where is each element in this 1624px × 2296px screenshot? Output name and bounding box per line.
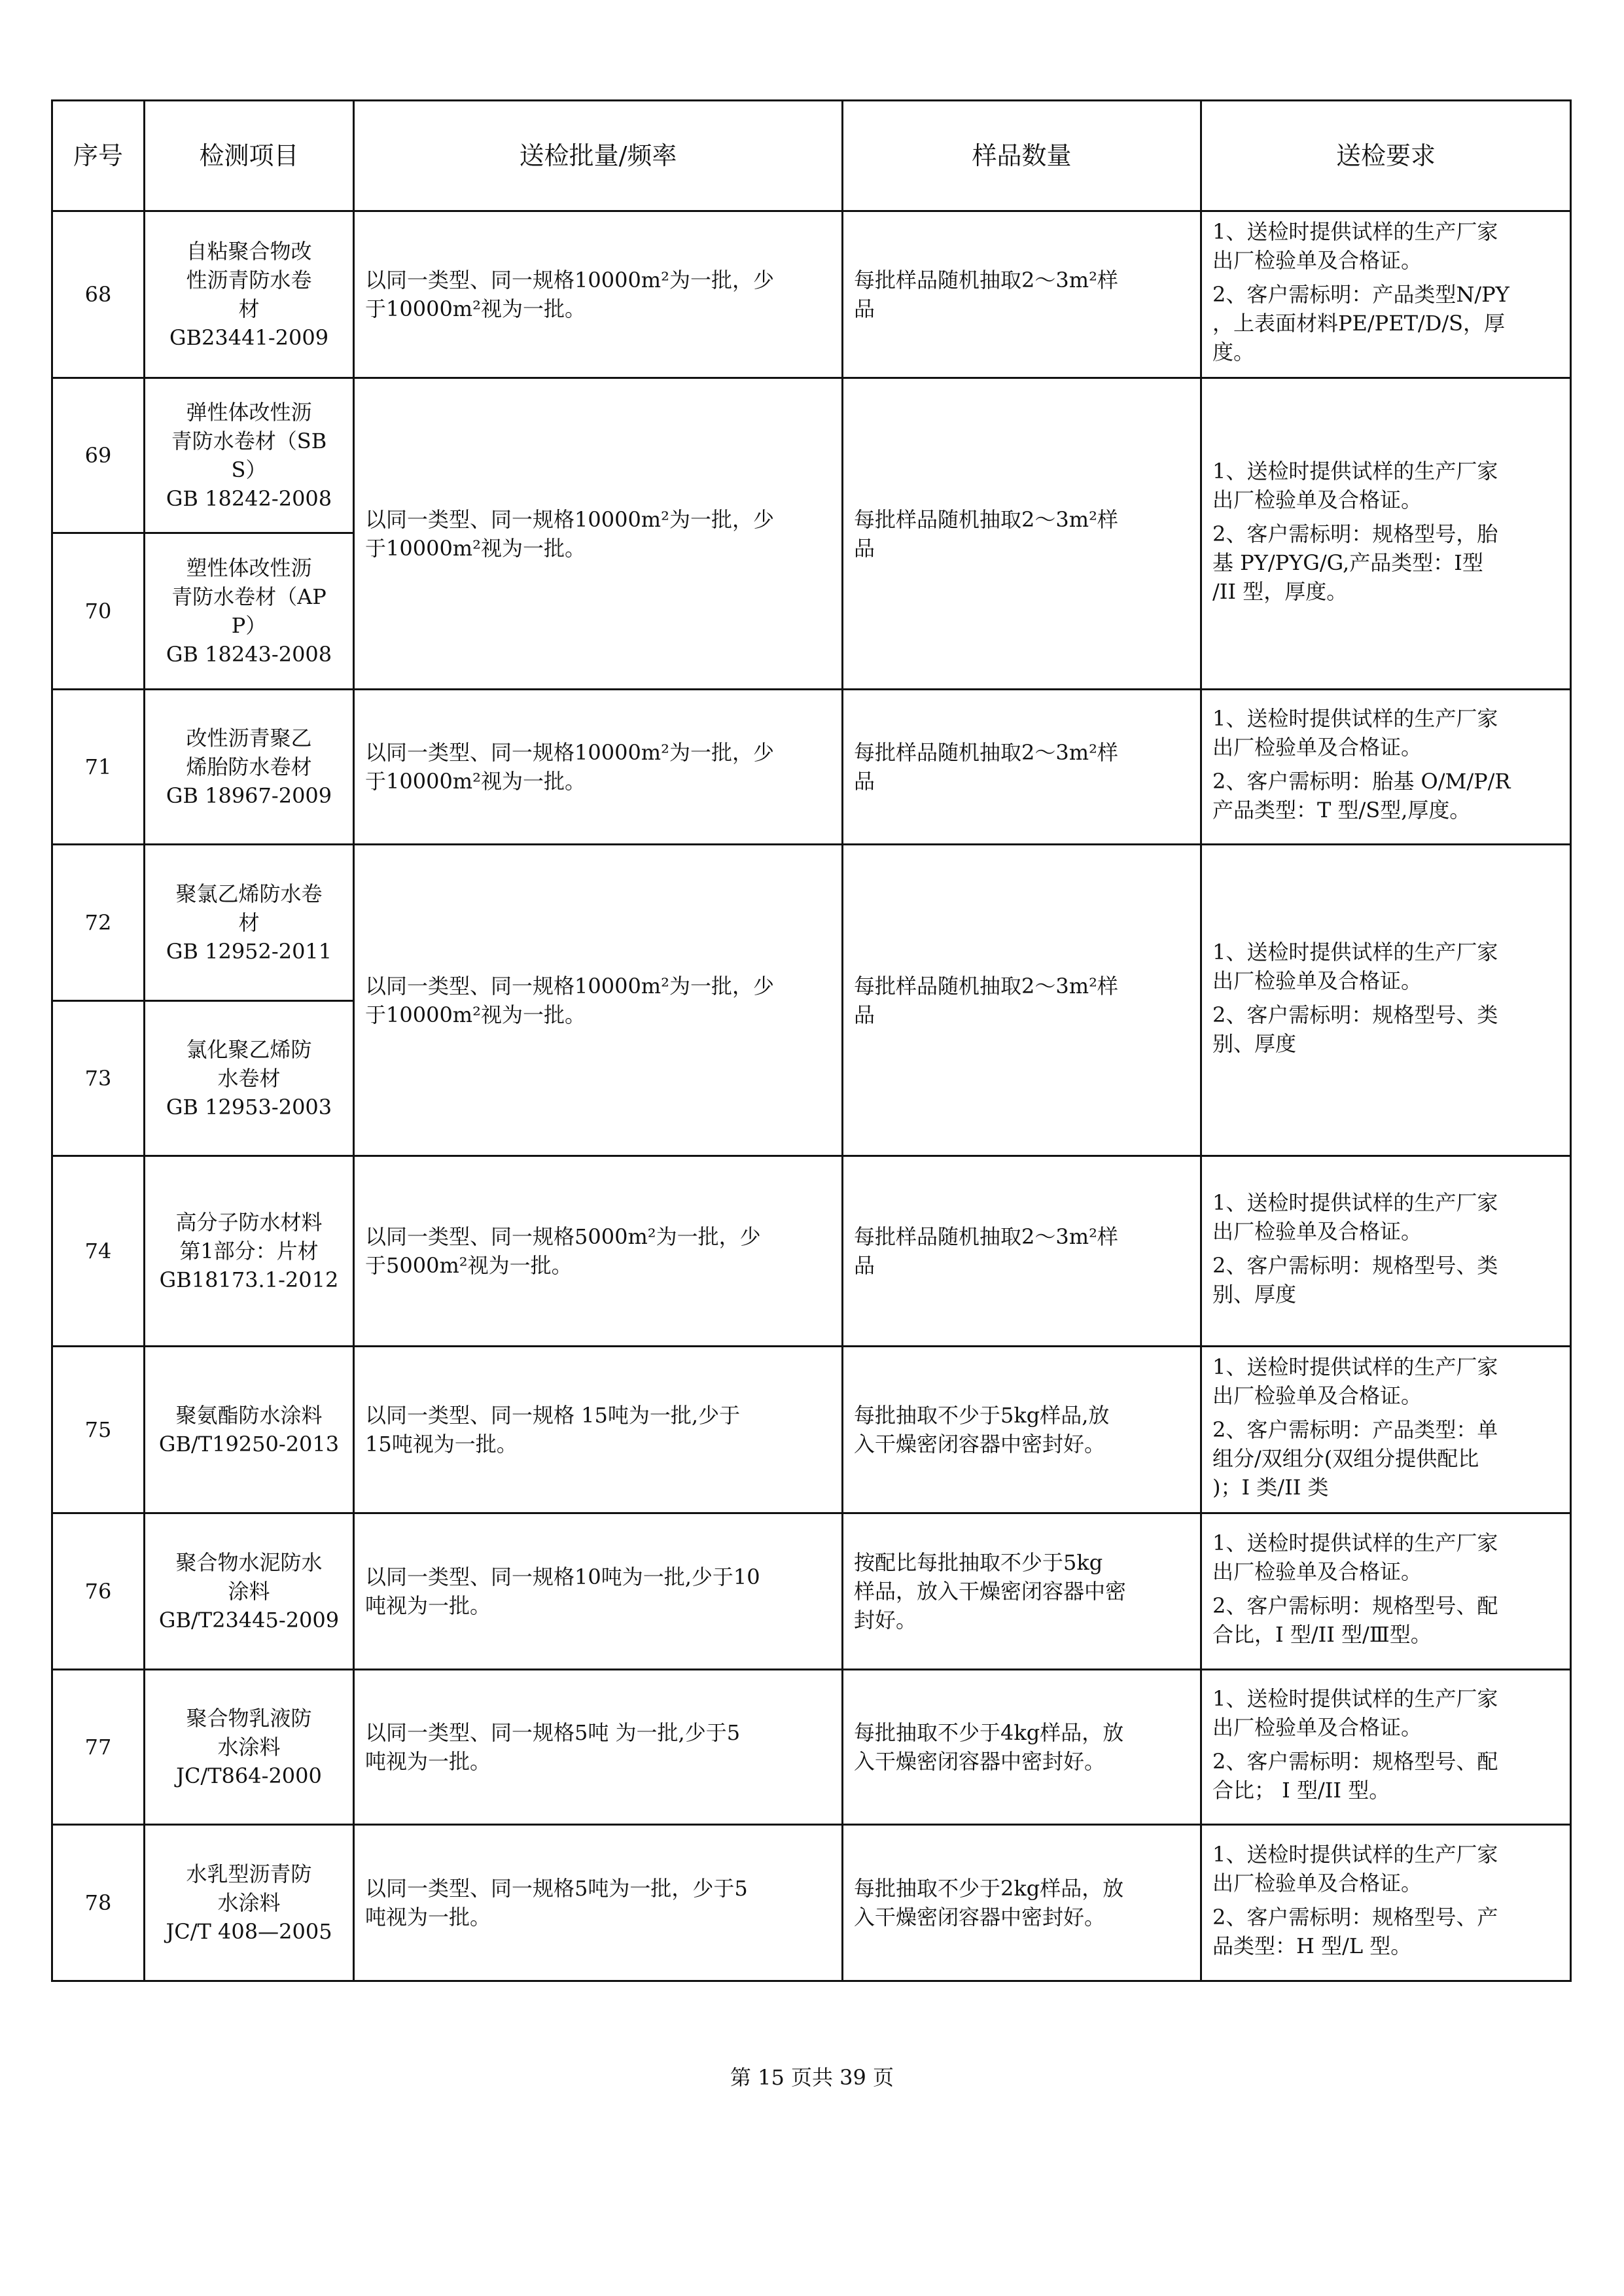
requirement-cell [1201,1156,1571,1347]
item-name: 聚氯乙烯防水卷 材 GB 12952-2011 [145,845,354,1001]
table-row [52,211,1571,378]
requirement-line: 2、客户需标明：规格型号、配 合比； I 型/II 型。 [1212,1749,1498,1803]
item-name: 弹性体改性沥 青防水卷材（SB S） GB 18242-2008 [145,378,354,533]
table-row [52,378,1571,533]
table-row [52,690,1571,845]
requirement-line: 2、客户需标明：规格型号、配 合比，I 型/II 型/Ⅲ型。 [1212,1593,1498,1647]
requirement-line: 1、送检时提供试样的生产厂家 出厂检验单及合格证。 [1212,458,1498,512]
header-no: 序号 [52,101,145,211]
row-number: 74 [52,1156,145,1347]
table-row [52,1825,1571,1981]
requirement-line: 1、送检时提供试样的生产厂家 出厂检验单及合格证。 [1212,1686,1498,1740]
table-row [52,1670,1571,1825]
item-name: 高分子防水材料 第1部分：片材 GB18173.1-2012 [145,1156,354,1347]
table-row [52,1513,1571,1670]
sample-quantity: 每批样品随机抽取2～3m²样 品 [843,690,1201,845]
header-item: 检测项目 [145,101,354,211]
item-name: 聚氨酯防水涂料 GB/T19250-2013 [145,1347,354,1513]
row-number: 68 [52,211,145,378]
row-number: 78 [52,1825,145,1981]
page-footer: 第 15 页共 39 页 [730,2065,894,2090]
sample-quantity: 每批抽取不少于4kg样品，放 入干燥密闭容器中密封好。 [843,1670,1201,1825]
sample-quantity: 每批抽取不少于2kg样品，放 入干燥密闭容器中密封好。 [843,1825,1201,1981]
header-batch: 送检批量/频率 [354,101,843,211]
table-row [52,1156,1571,1347]
row-number: 76 [52,1513,145,1670]
row-number: 69 [52,378,145,533]
requirement-line: 1、送检时提供试样的生产厂家 出厂检验单及合格证。 [1212,219,1498,273]
batch-frequency: 以同一类型、同一规格10000m²为一批，少 于10000m²视为一批。 [354,211,843,378]
row-number: 70 [52,533,145,690]
requirement-cell [1201,378,1571,690]
requirement-line: 2、客户需标明：规格型号、类 别、厚度 [1212,1002,1498,1056]
batch-frequency: 以同一类型、同一规格 15吨为一批,少于 15吨视为一批。 [354,1347,843,1513]
batch-frequency: 以同一类型、同一规格10吨为一批,少于10 吨视为一批。 [354,1513,843,1670]
table-header-row [52,101,1571,211]
row-number: 75 [52,1347,145,1513]
table-row [52,845,1571,1001]
requirement-line: 1、送检时提供试样的生产厂家 出厂检验单及合格证。 [1212,1842,1498,1896]
requirement-line: 2、客户需标明：产品类型：单 组分/双组分(双组分提供配比 )；I 类/II 类 [1212,1417,1498,1500]
row-number: 72 [52,845,145,1001]
requirement-cell [1201,690,1571,845]
requirement-line: 1、送检时提供试样的生产厂家 出厂检验单及合格证。 [1212,939,1498,993]
requirement-cell [1201,211,1571,378]
item-name: 聚合物乳液防 水涂料 JC/T864-2000 [145,1670,354,1825]
table-row [52,1347,1571,1513]
batch-frequency: 以同一类型、同一规格10000m²为一批，少 于10000m²视为一批。 [354,845,843,1156]
requirement-line: 1、送检时提供试样的生产厂家 出厂检验单及合格证。 [1212,1530,1498,1584]
sample-quantity: 每批样品随机抽取2～3m²样 品 [843,378,1201,690]
requirement-line: 2、客户需标明：胎基 O/M/P/R 产品类型：T 型/S型,厚度。 [1212,769,1511,822]
item-name: 氯化聚乙烯防 水卷材 GB 12953-2003 [145,1001,354,1156]
sample-quantity: 每批样品随机抽取2～3m²样 品 [843,211,1201,378]
requirement-cell [1201,1347,1571,1513]
item-name: 聚合物水泥防水 涂料 GB/T23445-2009 [145,1513,354,1670]
sample-quantity: 每批抽取不少于5kg样品,放 入干燥密闭容器中密封好。 [843,1347,1201,1513]
sample-quantity: 每批样品随机抽取2～3m²样 品 [843,845,1201,1156]
row-number: 73 [52,1001,145,1156]
item-name: 塑性体改性沥 青防水卷材（AP P） GB 18243-2008 [145,533,354,690]
batch-frequency: 以同一类型、同一规格5吨为一批，少于5 吨视为一批。 [354,1825,843,1981]
requirement-cell [1201,1513,1571,1670]
header-requirement: 送检要求 [1201,101,1571,211]
sample-quantity: 每批样品随机抽取2～3m²样 品 [843,1156,1201,1347]
requirement-line: 1、送检时提供试样的生产厂家 出厂检验单及合格证。 [1212,706,1498,760]
item-name: 改性沥青聚乙 烯胎防水卷材 GB 18967-2009 [145,690,354,845]
requirement-cell [1201,1670,1571,1825]
item-name: 自粘聚合物改 性沥青防水卷 材 GB23441-2009 [145,211,354,378]
inspection-table [51,99,1572,1982]
requirement-cell [1201,845,1571,1156]
batch-frequency: 以同一类型、同一规格10000m²为一批，少 于10000m²视为一批。 [354,690,843,845]
item-name: 水乳型沥青防 水涂料 JC/T 408—2005 [145,1825,354,1981]
requirement-line: 2、客户需标明：规格型号、类 别、厚度 [1212,1253,1498,1307]
requirement-line: 2、客户需标明：规格型号，胎 基 PY/PYG/G,产品类型：I型 /II 型，厚度。 [1212,521,1498,604]
batch-frequency: 以同一类型、同一规格5000m²为一批，少 于5000m²视为一批。 [354,1156,843,1347]
table-body [52,211,1571,1981]
requirement-line: 1、送检时提供试样的生产厂家 出厂检验单及合格证。 [1212,1190,1498,1244]
requirement-line: 2、客户需标明：规格型号、产 品类型：H 型/L 型。 [1212,1905,1498,1958]
requirement-line: 2、客户需标明：产品类型N/PY ，上表面材料PE/PET/D/S，厚 度。 [1212,282,1509,364]
sample-quantity: 按配比每批抽取不少于5kg 样品，放入干燥密闭容器中密 封好。 [843,1513,1201,1670]
row-number: 71 [52,690,145,845]
requirement-cell [1201,1825,1571,1981]
row-number: 77 [52,1670,145,1825]
header-sample: 样品数量 [843,101,1201,211]
batch-frequency: 以同一类型、同一规格5吨 为一批,少于5 吨视为一批。 [354,1670,843,1825]
batch-frequency: 以同一类型、同一规格10000m²为一批，少 于10000m²视为一批。 [354,378,843,690]
requirement-line: 1、送检时提供试样的生产厂家 出厂检验单及合格证。 [1212,1354,1498,1408]
